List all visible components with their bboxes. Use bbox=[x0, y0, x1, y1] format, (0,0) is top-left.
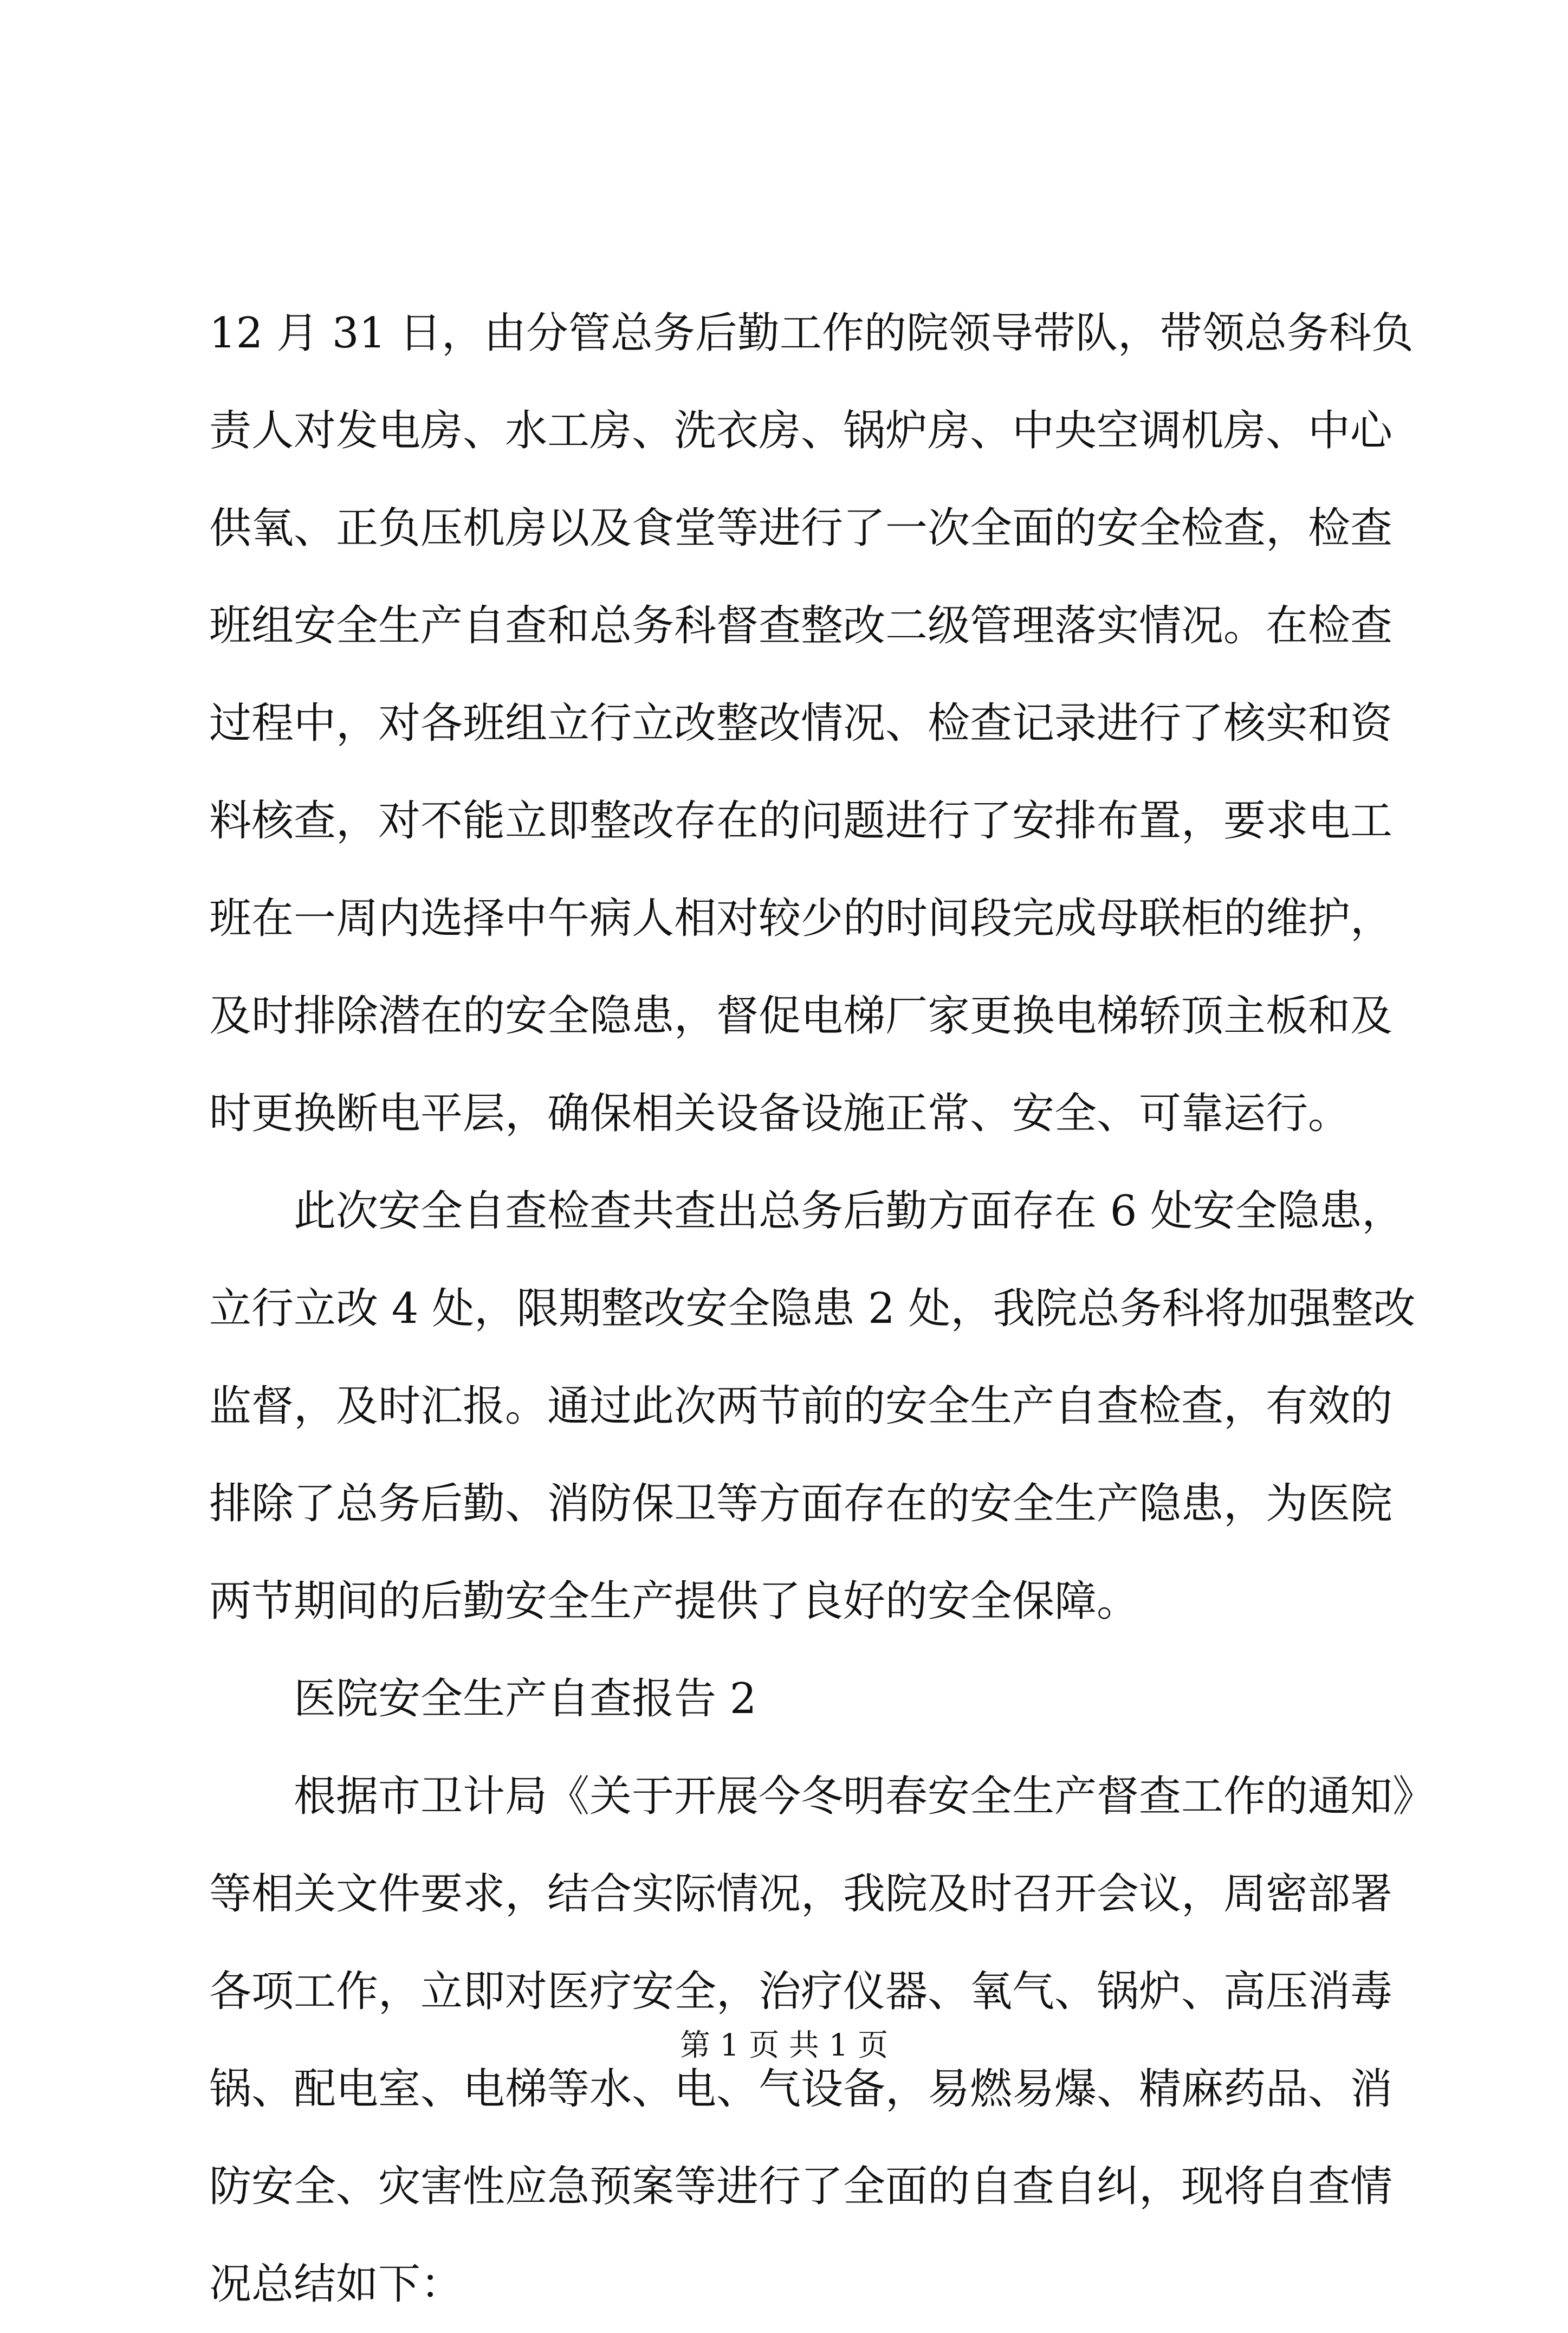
section-heading: 医院安全生产自查报告 2 bbox=[294, 1675, 757, 1723]
paragraph-1 bbox=[209, 285, 1414, 1162]
text-line: 班在一周内选择中午病人相对较少的时间段完成母联柜的维护， bbox=[209, 894, 1393, 943]
text-line: 责人对发电房、水工房、洗衣房、锅炉房、中央空调机房、中心 bbox=[209, 406, 1393, 455]
text-line: 供氧、正负压机房以及食堂等进行了一次全面的安全检查，检查 bbox=[209, 504, 1393, 553]
text-line: 12 月 31 日，由分管总务后勤工作的院领导带队，带领总务科负 bbox=[209, 309, 1414, 358]
text-line: 防安全、灾害性应急预案等进行了全面的自查自纠，现将自查情 bbox=[209, 2162, 1393, 2211]
text-line: 立行立改 4 处，限期整改安全隐患 2 处，我院总务科将加强整改 bbox=[209, 1284, 1416, 1333]
text-line: 两节期间的后勤安全生产提供了良好的安全保障。 bbox=[209, 1577, 1139, 1626]
text-line: 况总结如下： bbox=[209, 2260, 463, 2309]
text-line: 等相关文件要求，结合实际情况，我院及时召开会议，周密部署 bbox=[209, 1870, 1393, 1918]
text-line: 排除了总务后勤、消防保卫等方面存在的安全生产隐患，为医院 bbox=[209, 1479, 1393, 1528]
text-line: 班组安全生产自查和总务科督查整改二级管理落实情况。在检查 bbox=[209, 602, 1393, 650]
paragraph-2 bbox=[209, 1162, 1416, 1650]
text-line: 料核查，对不能立即整改存在的问题进行了安排布置，要求电工 bbox=[209, 797, 1393, 845]
text-line: 各项工作，立即对医疗安全，治疗仪器、氧气、锅炉、高压消毒 bbox=[209, 1967, 1393, 2016]
page-footer: 第 1 页 共 1 页 bbox=[679, 2028, 889, 2063]
text-line: 过程中，对各班组立行立改整改情况、检查记录进行了核实和资 bbox=[209, 699, 1393, 748]
text-line: 时更换断电平层，确保相关设备设施正常、安全、可靠运行。 bbox=[209, 1089, 1351, 1138]
text-line: 根据市卫计局《关于开展今冬明春安全生产督查工作的通知》 bbox=[294, 1772, 1435, 1821]
text-line: 锅、配电室、电梯等水、电、气设备，易燃易爆、精麻药品、消 bbox=[209, 2065, 1393, 2114]
text-line: 及时排除潜在的安全隐患，督促电梯厂家更换电梯轿顶主板和及 bbox=[209, 992, 1393, 1041]
text-line: 此次安全自查检查共查出总务后勤方面存在 6 处安全隐患， bbox=[294, 1187, 1404, 1236]
text-line: 监督，及时汇报。通过此次两节前的安全生产自查检查，有效的 bbox=[209, 1382, 1393, 1431]
